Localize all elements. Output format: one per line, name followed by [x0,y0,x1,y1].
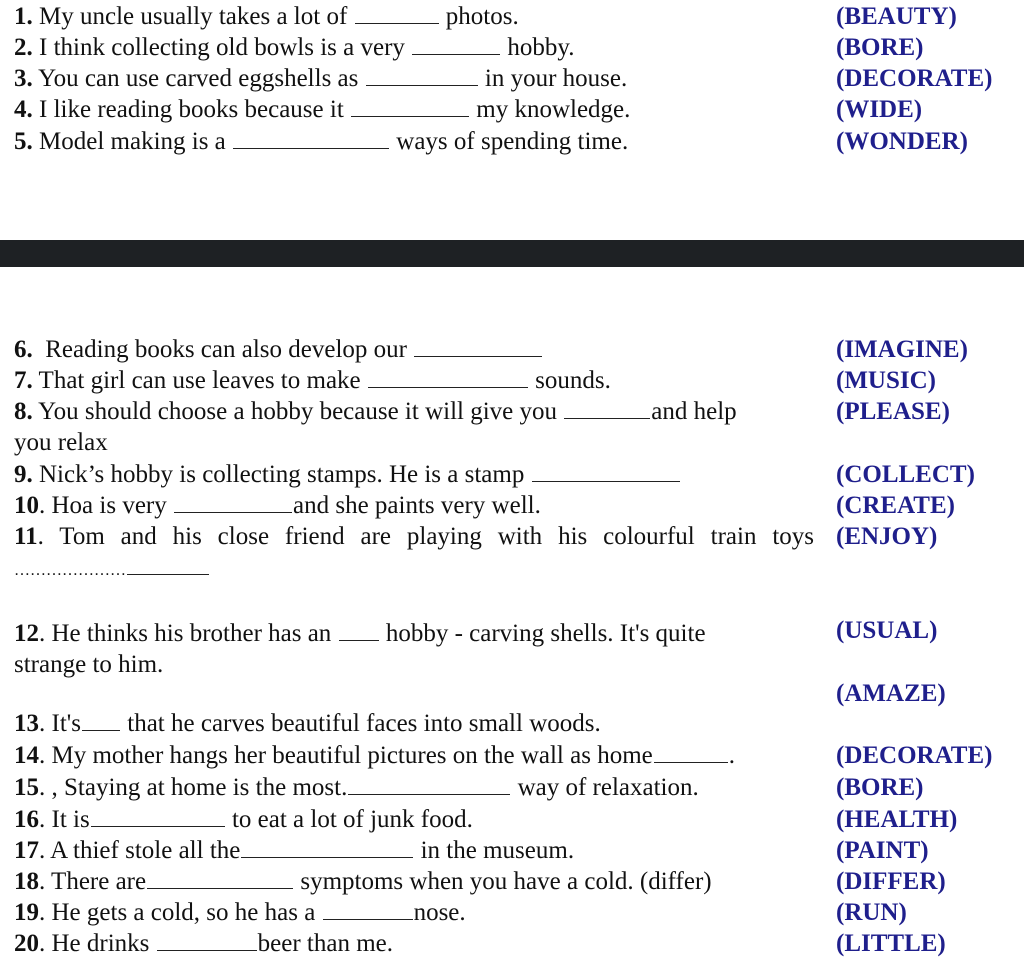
word-form-6: (IMAGINE) [836,336,968,363]
word-form-20: (LITTLE) [836,930,946,957]
word-form-1: (BEAUTY) [836,3,957,30]
question-18: 18. There are symptoms when you have a cold. (differ) [14,868,712,895]
answer-blank[interactable] [241,837,413,858]
question-14: 14. My mother hangs her beautiful pictures on the wall as home . [14,742,735,769]
word-form-5: (WONDER) [836,128,968,155]
word-form-7: (MUSIC) [836,367,936,394]
answer-blank[interactable] [91,806,225,827]
question-17: 17. A thief stole all the in the museum. [14,837,575,864]
question-12: 12. He thinks his brother has an hobby - carving shells. It's quite [14,620,706,647]
question-16: 16. It is to eat a lot of junk food. [14,806,473,833]
word-form-3: (DECORATE) [836,65,993,92]
question-7: 7. That girl can use leaves to make sounds. [14,367,611,394]
question-11-continued: ………………… [14,556,210,586]
word-form-4: (WIDE) [836,96,923,123]
answer-blank[interactable] [174,492,292,513]
answer-blank[interactable] [127,562,209,575]
question-6: 6. Reading books can also develop our [14,335,543,365]
word-form-19: (RUN) [836,899,907,926]
answer-blank[interactable] [532,461,680,482]
word-form-17: (PAINT) [836,837,929,864]
answer-blank[interactable] [366,65,478,86]
word-form-8: (PLEASE) [836,398,950,425]
answer-blank[interactable] [348,774,510,795]
question-5: 5. Model making is a ways of spending time. [14,128,629,155]
answer-blank[interactable] [414,336,542,357]
answer-blank[interactable] [351,96,469,117]
question-1: 1. My uncle usually takes a lot of photos. [14,3,519,30]
word-form-16: (HEALTH) [836,806,958,833]
word-form-9: (COLLECT) [836,461,975,488]
word-form-13: (AMAZE) [836,680,946,707]
answer-blank[interactable] [368,367,528,388]
question-4: 4. I like reading books because it my knowledge. [14,96,631,123]
question-19: 19. He gets a cold, so he has a nose. [14,899,466,926]
answer-blank[interactable] [339,620,379,641]
word-form-14: (DECORATE) [836,742,993,769]
question-2: 2. I think collecting old bowls is a very hobby. [14,34,575,61]
question-12-continued: strange to him. [14,651,164,678]
question-20: 20. He drinks beer than me. [14,930,394,957]
question-8-continued: you relax [14,429,108,456]
word-form-12: (USUAL) [836,617,938,644]
question-15: 15. , Staying at home is the most. way of relaxation. [14,774,699,801]
question-11: 11. Tom and his close friend are playing with his colourful train toys [14,523,814,550]
question-3: 3. You can use carved eggshells as in your house. [14,65,628,92]
word-form-15: (BORE) [836,774,924,801]
answer-blank[interactable] [147,868,293,889]
answer-blank[interactable] [82,710,120,731]
word-form-10: (CREATE) [836,492,955,519]
section-divider [0,240,1024,267]
word-form-18: (DIFFER) [836,868,946,895]
answer-blank[interactable] [323,899,413,920]
question-13: 13. It's that he carves beautiful faces into small woods. [14,710,601,737]
answer-blank[interactable] [564,398,650,419]
answer-blank[interactable] [355,3,439,24]
answer-blank[interactable] [233,128,389,149]
question-8: 8. You should choose a hobby because it will give you and help [14,398,737,425]
word-form-2: (BORE) [836,34,924,61]
answer-blank[interactable] [654,742,728,763]
question-10: 10. Hoa is very and she paints very well. [14,492,541,519]
answer-blank[interactable] [412,34,500,55]
question-9: 9. Nick’s hobby is collecting stamps. He is a stamp [14,460,681,490]
word-form-11: (ENJOY) [836,523,938,550]
answer-blank[interactable] [157,930,257,951]
